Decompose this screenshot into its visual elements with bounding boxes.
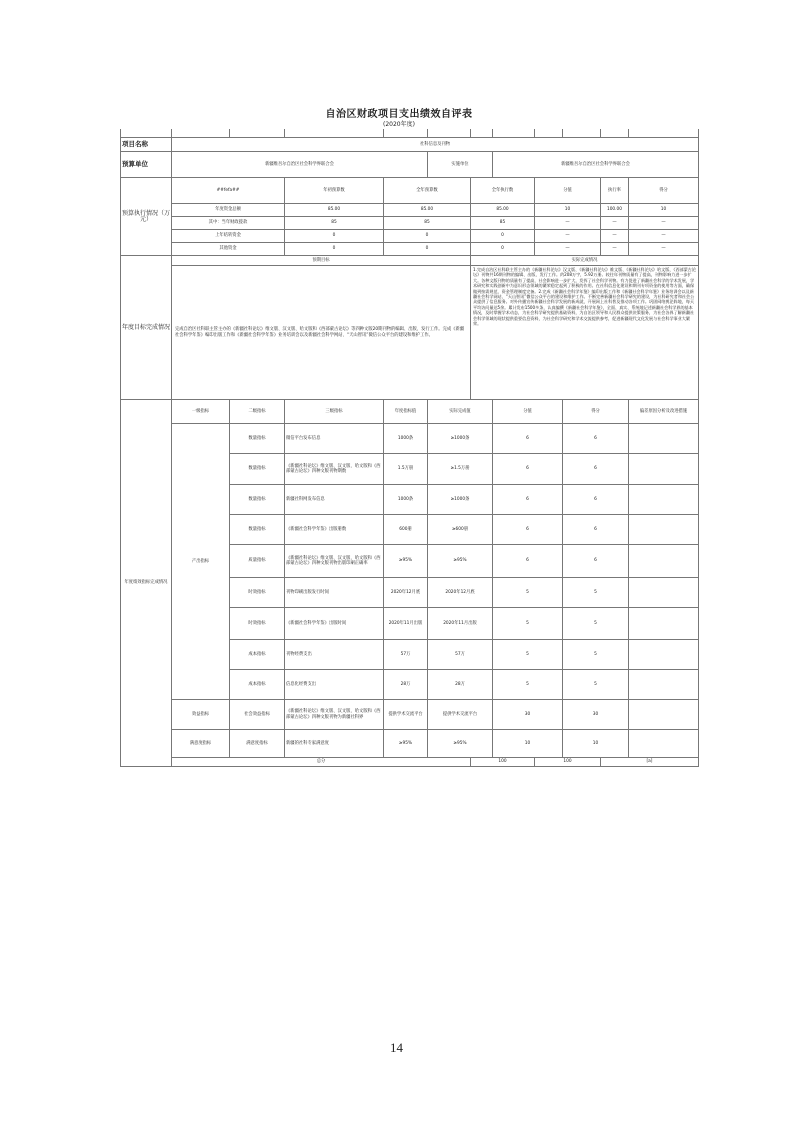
indicator-cell: 5 (563, 578, 629, 608)
budget-cell: 0 (285, 230, 384, 243)
budget-cell: 85.00 (285, 204, 384, 217)
indicator-cell: 10 (563, 730, 629, 758)
indicator-cell: 5 (493, 670, 563, 700)
indicator-cell: 《新疆社会科学年鉴》出版册数 (285, 515, 384, 545)
budget-header: 分值 (535, 178, 601, 204)
indicator-cell: 1.5万册 (384, 454, 428, 485)
indicator-cell: ≥95% (384, 730, 428, 758)
indicator-cell: 提供学术交流平台 (428, 700, 493, 730)
indicator-cell: 5 (493, 608, 563, 640)
budget-header: 得分 (629, 178, 699, 204)
budget-cell: 0 (471, 230, 535, 243)
total-got: 100 (535, 758, 601, 767)
actual-goal-text: 1.完成自治区社科联主管主办的《新疆社科论坛》汉文版、《新疆社科论坛》维文版、《新疆社科论坛》哈文版、《西部蒙古论坛》刊物共16期刊物的编辑、出版、发行工作。约208万字，5.92万册。较往年刊物质量有了提高，刊物影响力进一步扩大。各种文版刊物的质量有了提高，社会影响进一步扩大，发挥了社会科学刊物。有力促进了新疆社会科学的学术发展，学术研究和实践创新中为意识形态领域的繁荣稳定起到了积极的作用。在社科信息化建设和期刊专项资金的使用等方面，确保做到按需规范、资金管理制度完备。2.完成《新疆社会科学年鉴》编印出版工作和《新疆社会科学年鉴》业务培训会以及新疆社会科学网站、“天山智讯”微信公众平台的建设和维护工作。不断完善新疆社会科学研究的建设，为社科研究者和社会公众提供了信息服务。对外传播宣传新疆社会科学发展的新成就，开展网上社科普及推动各项工作。巩固网络舆论阵地，每天平均访问量达5余。累计发布1500多条，认真编撰《新疆社会科学年鉴》，全面、真实、系统地记述新疆社会科学界的基本情况，及时掌握学术动态，为社会科学研究提供基础资料，为自治区领导和人民群众提供决策服务，为社会各界了解新疆社会科学领域的现状提供重要信息资料，为社会科学研究和学术交流提供参考，促进新疆现代文化发展与社会科学事业大繁荣。 (471, 266, 699, 400)
budget-cell: — (535, 230, 601, 243)
indicator-cell: 6 (563, 454, 629, 485)
budget-cell: 85.00 (384, 204, 471, 217)
indicator-cell: 满意度指标 (230, 730, 285, 758)
unit-row (121, 152, 699, 178)
indicator-cell: ≥95% (428, 730, 493, 758)
budget-cell: 上年结转资金 (172, 230, 285, 243)
indicator-cell: 微信平台发布信息 (285, 424, 384, 454)
indicator-cell: 新疆的社科专家满意度 (285, 730, 384, 758)
indicator-cell: 1000条 (384, 424, 428, 454)
indicator-cell: ≥95% (428, 545, 493, 578)
indicator-cell: 2020年11月出版 (428, 608, 493, 640)
budget-header: 执行率 (601, 178, 629, 204)
budget-cell: 0 (471, 243, 535, 256)
budget-header-row (121, 178, 699, 204)
indicator-cell: 数量指标 (230, 424, 285, 454)
indicator-cell: 时效指标 (230, 578, 285, 608)
budget-header: 全年执行数 (471, 178, 535, 204)
project-row (121, 138, 699, 152)
budget-cell: 85 (384, 217, 471, 230)
indicator-cell: 6 (563, 545, 629, 578)
indicator-cell: 10 (493, 730, 563, 758)
indicator-cell: 刊物经费支出 (285, 640, 384, 670)
budget-cell: 0 (384, 230, 471, 243)
budget-row (121, 243, 699, 256)
indicator-cell: 2020年11月出版 (384, 608, 428, 640)
budget-cell: — (535, 243, 601, 256)
indicator-cell: 5 (493, 640, 563, 670)
budget-section-label: 预算执行情况（万元） (121, 178, 172, 256)
budget-row (121, 230, 699, 243)
document-subtitle: (2020年度) (383, 121, 415, 128)
budget-cell: — (601, 243, 629, 256)
budget-cell: 10 (535, 204, 601, 217)
indicator-cell: 2020年12月底 (384, 578, 428, 608)
impl-unit-label: 实施单位 (428, 152, 493, 178)
page-number: 14 (390, 1040, 403, 1055)
budget-cell: 0 (384, 243, 471, 256)
indicator-cell (629, 424, 699, 454)
project-value: 社科信息及刊物 (172, 138, 699, 152)
budget-cell: 0 (285, 243, 384, 256)
budget-cell: — (535, 217, 601, 230)
indicator-cell (629, 545, 699, 578)
indicator-cell: 5 (563, 608, 629, 640)
expected-goal-text: 完成自治区社科联主管主办的《新疆社科论坛》维文版、汉文版、哈文版和《西部蒙古论坛》等四种文版20期刊物的编辑、出版、发行工作。完成《新疆社会科学年鉴》编印出版工作和《新疆社会科学年鉴》业务培训会以及新疆社会科学网站、“天山智讯”微信公众平台的建设和维护工作。 (172, 266, 471, 400)
indicator-cell: 5 (493, 578, 563, 608)
indicator-cell: 57万 (384, 640, 428, 670)
indicator-section-label: 年度绩效指标完成情况 (121, 400, 172, 767)
budget-cell: 其他资金 (172, 243, 285, 256)
actual-goal-header: 实际完成情况 (471, 256, 699, 266)
unit-value: 新疆维吾尔自治区社会科学界联合会 (172, 152, 428, 178)
indicator-cell: 时效指标 (230, 608, 285, 640)
budget-cell: — (629, 243, 699, 256)
indicator-cell: 信息化经费支出 (285, 670, 384, 700)
indicator-cell: 6 (493, 485, 563, 515)
indicator-cell: 《新疆社科论坛》维文版、汉文版、哈文版和《西部蒙古论坛》四种文版刊物为新疆社科界 (285, 700, 384, 730)
unit-label: 预算单位 (121, 152, 172, 178)
goal-row (121, 266, 699, 400)
document-title: 自治区财政项目支出绩效自评表 (325, 109, 473, 120)
goal-section-label: 年度目标完成情况 (121, 256, 172, 400)
goal-header-row (121, 256, 699, 266)
evaluation-sheet (120, 108, 696, 767)
expected-goal-header: 预期目标 (172, 256, 471, 266)
evaluation-table (120, 129, 699, 767)
budget-header: ##fefa## (172, 178, 285, 204)
project-label: 项目名称 (121, 138, 172, 152)
indicator-cell: ≥600册 (428, 515, 493, 545)
indicator-cell (629, 608, 699, 640)
satisfaction-row (121, 730, 699, 758)
total-label: 总分 (172, 758, 471, 767)
indicator-cell: 600册 (384, 515, 428, 545)
total-remark: [a] (601, 758, 699, 767)
indicator-header: 实际完成值 (428, 400, 493, 424)
budget-row (121, 204, 699, 217)
indicator-cell: 2020年12月底 (428, 578, 493, 608)
indicator-cell (629, 485, 699, 515)
indicator-cell: 57万 (428, 640, 493, 670)
indicator-cell (629, 730, 699, 758)
indicator-cell: 6 (563, 515, 629, 545)
indicator-cell: 《新疆社科论坛》维文版、汉文版、哈文版和《西部蒙古论坛》四种文版刊物出版印刷正确率 (285, 545, 384, 578)
budget-cell: 85 (285, 217, 384, 230)
budget-cell: 85.00 (471, 204, 535, 217)
indicator-cell: 30 (493, 700, 563, 730)
indicator-cell: 1000条 (384, 485, 428, 515)
budget-cell: — (601, 217, 629, 230)
indicator-cell: ≥1000条 (428, 424, 493, 454)
indicator-header: 三级指标 (285, 400, 384, 424)
total-score: 100 (471, 758, 535, 767)
indicator-cell: 成本指标 (230, 640, 285, 670)
indicator-cell: 6 (493, 545, 563, 578)
indicator-header: 分值 (493, 400, 563, 424)
indicator-cell: 28万 (384, 670, 428, 700)
indicator-cell: 6 (493, 424, 563, 454)
indicator-cell: 5 (563, 640, 629, 670)
budget-cell: 100.00 (601, 204, 629, 217)
indicator-cell: 6 (493, 515, 563, 545)
indicator-cell: 新疆社科网发布信息 (285, 485, 384, 515)
indicator-cell: 数量指标 (230, 485, 285, 515)
indicator-header: 一级指标 (172, 400, 230, 424)
budget-row (121, 217, 699, 230)
indicator-cell: ≥95% (384, 545, 428, 578)
output-indicator-label: 产出指标 (172, 424, 230, 700)
indicator-cell: 数量指标 (230, 515, 285, 545)
indicator-header: 得分 (563, 400, 629, 424)
budget-cell: 年度资金总额 (172, 204, 285, 217)
budget-header: 年初预算数 (285, 178, 384, 204)
budget-cell: 85 (471, 217, 535, 230)
indicator-row (121, 424, 699, 454)
indicator-cell: 《新疆社会科学年鉴》出版时间 (285, 608, 384, 640)
indicator-cell (629, 454, 699, 485)
indicator-cell: 5 (563, 670, 629, 700)
indicator-cell: 《新疆社科论坛》维文版、汉文版、哈文版和《西部蒙古论坛》四种文版刊物期数 (285, 454, 384, 485)
indicator-cell: 30 (563, 700, 629, 730)
indicator-cell (629, 700, 699, 730)
budget-cell: 10 (629, 204, 699, 217)
indicator-cell: 刊物印刷出版发行时间 (285, 578, 384, 608)
indicator-cell (629, 578, 699, 608)
indicator-cell: ≥1000条 (428, 485, 493, 515)
benefit-row (121, 700, 699, 730)
indicator-cell (629, 515, 699, 545)
budget-cell: — (629, 230, 699, 243)
budget-header: 全年预算数 (384, 178, 471, 204)
total-row (121, 758, 699, 767)
indicator-cell (629, 670, 699, 700)
indicator-header: 二级指标 (230, 400, 285, 424)
indicator-header: 偏差原因分析及改进措施 (629, 400, 699, 424)
indicator-cell: 成本指标 (230, 670, 285, 700)
indicator-cell: 28万 (428, 670, 493, 700)
indicator-header-row (121, 400, 699, 424)
budget-cell: — (601, 230, 629, 243)
benefit-indicator-label: 效益指标 (172, 700, 230, 730)
impl-unit-value: 新疆维吾尔自治区社会科学界联合会 (493, 152, 699, 178)
satisfaction-indicator-label: 满意度指标 (172, 730, 230, 758)
indicator-cell: 质量指标 (230, 545, 285, 578)
budget-cell: — (629, 217, 699, 230)
indicator-cell: 6 (563, 424, 629, 454)
indicator-cell: 社会效益指标 (230, 700, 285, 730)
indicator-cell: 数量指标 (230, 454, 285, 485)
indicator-cell: 提供学术交流平台 (384, 700, 428, 730)
indicator-cell (629, 640, 699, 670)
indicator-header: 年度指标值 (384, 400, 428, 424)
budget-cell: 其中：当年财政拨款 (172, 217, 285, 230)
indicator-cell: ≥1.5万册 (428, 454, 493, 485)
indicator-cell: 6 (563, 485, 629, 515)
indicator-cell: 6 (493, 454, 563, 485)
